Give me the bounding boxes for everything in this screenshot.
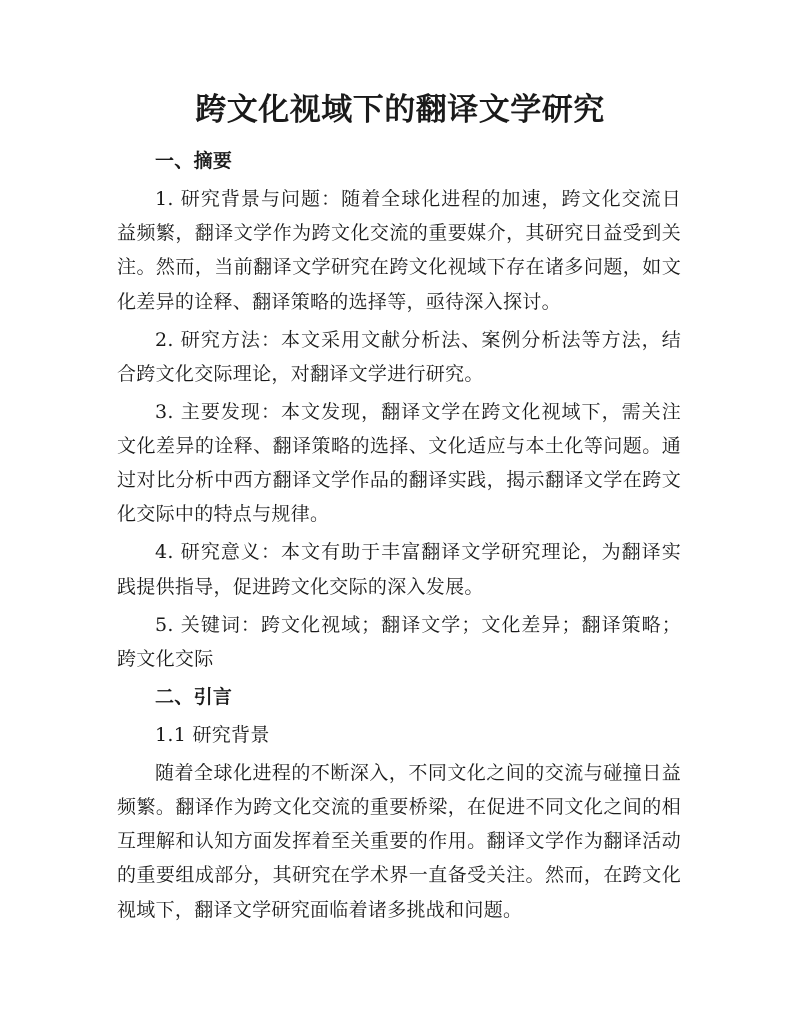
section-heading-abstract: 一、摘要 bbox=[155, 150, 233, 172]
abstract-paragraph-significance: 4. 研究意义：本文有助于丰富翻译文学研究理论，为翻译实践提供指导，促进跨文化交际的深入发展。 bbox=[117, 541, 681, 598]
subsection-heading-background: 1.1 研究背景 bbox=[155, 723, 270, 746]
document-body bbox=[117, 144, 681, 931]
document-title: 跨文化视域下的翻译文学研究 bbox=[195, 92, 605, 128]
abstract-paragraph-findings: 3. 主要发现：本文发现，翻译文学在跨文化视域下，需关注文化差异的诠释、翻译策略的选择、文化适应与本土化等问题。通过对比分析中西方翻译文学作品的翻译实践，揭示翻译文学在跨文化交际中的特点与规律。 bbox=[117, 400, 681, 526]
introduction-paragraph: 随着全球化进程的不断深入，不同文化之间的交流与碰撞日益频繁。翻译作为跨文化交流的重要桥梁，在促进不同文化之间的相互理解和认知方面发挥着至关重要的作用。翻译文学作为翻译活动的重要组成部分，其研究在学术界一直备受关注。然而，在跨文化视域下，翻译文学研究面临着诸多挑战和问题。 bbox=[117, 761, 681, 921]
abstract-paragraph-background: 1. 研究背景与问题：随着全球化进程的加速，跨文化交流日益频繁，翻译文学作为跨文化交流的重要媒介，其研究日益受到关注。然而，当前翻译文学研究在跨文化视域下存在诸多问题，如文化差异的诠释、翻译策略的选择等，亟待深入探讨。 bbox=[117, 188, 681, 313]
abstract-paragraph-keywords: 5. 关键词：跨文化视域；翻译文学；文化差异；翻译策略；跨文化交际 bbox=[117, 613, 681, 670]
abstract-paragraph-methods: 2. 研究方法：本文采用文献分析法、案例分析法等方法，结合跨文化交际理论，对翻译文学进行研究。 bbox=[117, 328, 681, 385]
section-heading-introduction: 二、引言 bbox=[155, 685, 233, 708]
